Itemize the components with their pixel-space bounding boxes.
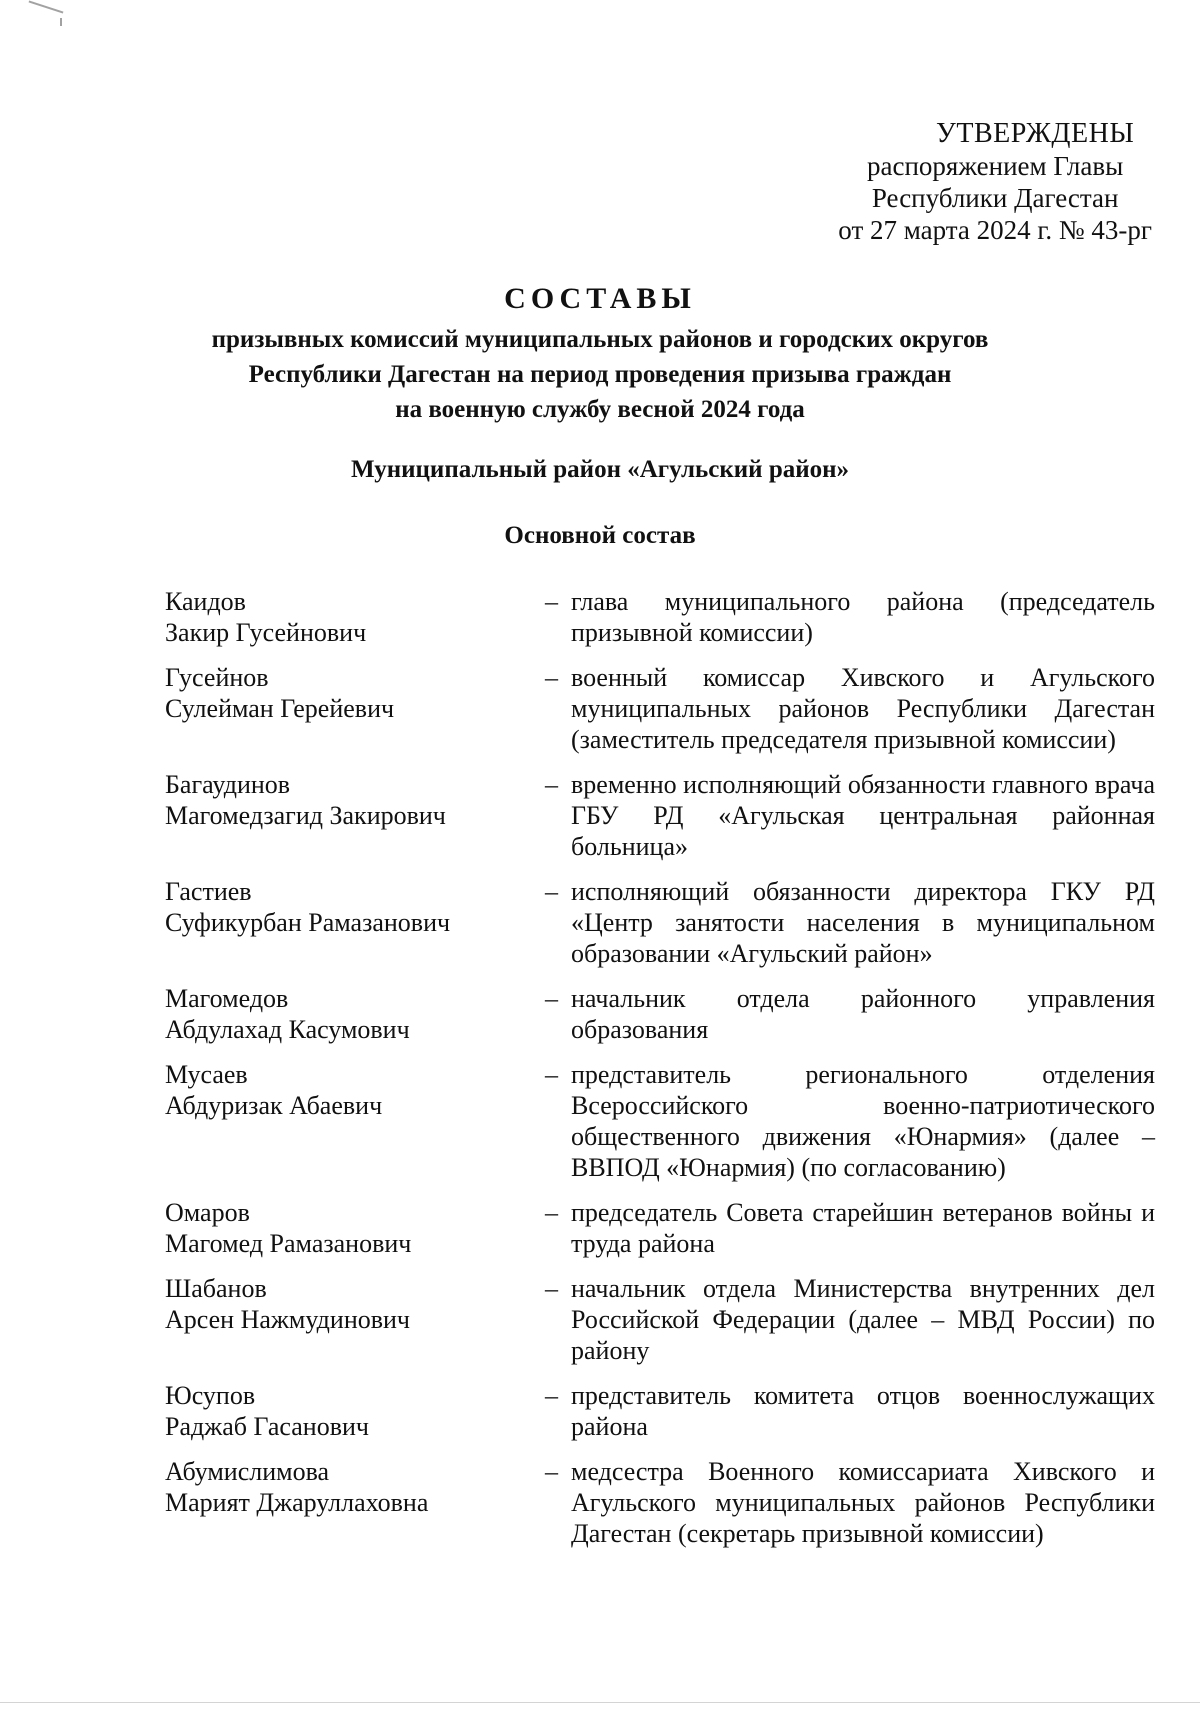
approval-line-3: от 27 марта 2024 г. № 43-рг xyxy=(838,215,1152,245)
member-given-name: Суфикурбан Рамазанович xyxy=(165,908,451,937)
member-surname: Шабанов xyxy=(165,1274,267,1303)
member-role: начальник отдела Министерства внутренних дел Российской Федерации (далее – МВД России) по району xyxy=(571,1274,1155,1365)
member-row xyxy=(165,1059,1155,1183)
dash: – xyxy=(545,770,558,799)
member-row xyxy=(165,1273,1155,1366)
member-name xyxy=(165,1273,545,1366)
approval-line-2: Республики Дагестан xyxy=(871,183,1119,213)
member-role: военный комиссар Хивского и Агульского муниципальных районов Республики Дагестан (заместитель председателя призывной комиссии) xyxy=(571,663,1155,754)
dash: – xyxy=(545,587,558,616)
approval-block xyxy=(838,118,1152,246)
member-role: глава муниципального района (председатель призывной комиссии) xyxy=(571,587,1155,647)
member-row xyxy=(165,1380,1155,1442)
member-surname: Абумислимова xyxy=(165,1457,330,1486)
member-role: председатель Совета старейшин ветеранов войны и труда района xyxy=(571,1198,1155,1258)
dash: – xyxy=(545,1060,558,1089)
scan-artifact xyxy=(60,18,62,26)
document-subtitle xyxy=(0,322,1200,427)
member-name xyxy=(165,769,545,862)
member-role: представитель регионального отделения Всероссийского военно-патриотического общественного движения «Юнармия» (далее – ВВПОД «Юнармия) (по согласованию) xyxy=(571,1060,1155,1182)
dash: – xyxy=(545,984,558,1013)
member-row xyxy=(165,586,1155,648)
district-heading: Муниципальный район «Агульский район» xyxy=(350,456,850,483)
member-row xyxy=(165,876,1155,969)
member-given-name: Абдулахад Касумович xyxy=(165,1015,410,1044)
subtitle-line-2: Республики Дагестан на период проведения призыва граждан xyxy=(248,361,952,388)
member-role: представитель комитета отцов военнослужащих района xyxy=(571,1381,1155,1441)
member-given-name: Раджаб Гасанович xyxy=(165,1412,369,1441)
member-row xyxy=(165,1456,1155,1549)
approval-line-1: распоряжением Главы xyxy=(867,151,1124,181)
member-surname: Магомедов xyxy=(165,984,289,1013)
dash: – xyxy=(545,877,558,906)
member-given-name: Абдуризак Абаевич xyxy=(165,1091,383,1120)
member-name xyxy=(165,586,545,648)
member-list xyxy=(165,586,1155,1563)
member-name xyxy=(165,1456,545,1549)
member-name xyxy=(165,662,545,755)
scan-artifact xyxy=(0,1702,1200,1703)
member-role: медсестра Военного комиссариата Хивского и Агульского муниципальных районов Республики Дагестан (секретарь призывной комиссии) xyxy=(571,1457,1155,1548)
member-row xyxy=(165,662,1155,755)
subtitle-line-3: на военную службу весной 2024 года xyxy=(395,396,805,423)
member-given-name: Магомед Рамазанович xyxy=(165,1229,412,1258)
member-surname: Багаудинов xyxy=(165,770,291,799)
member-surname: Гастиев xyxy=(165,877,252,906)
document-title: СОСТАВЫ xyxy=(504,282,696,315)
member-role: исполняющий обязанности директора ГКУ РД «Центр занятости населения в муниципальном образовании «Агульский район» xyxy=(571,877,1155,968)
dash: – xyxy=(545,1457,558,1486)
member-row xyxy=(165,769,1155,862)
scan-artifact xyxy=(29,0,64,13)
member-name xyxy=(165,1197,545,1259)
section-heading: Основной состав xyxy=(504,522,696,549)
subtitle-line-1: призывных комиссий муниципальных районов и городских округов xyxy=(211,326,989,353)
member-row xyxy=(165,1197,1155,1259)
member-surname: Каидов xyxy=(165,587,246,616)
dash: – xyxy=(545,1381,558,1410)
member-name xyxy=(165,876,545,969)
approval-title: УТВЕРЖДЕНЫ xyxy=(936,118,1135,149)
member-role: временно исполняющий обязанности главного врача ГБУ РД «Агульская центральная районная больница» xyxy=(571,770,1155,861)
dash: – xyxy=(545,663,558,692)
member-surname: Гусейнов xyxy=(165,663,269,692)
member-given-name: Арсен Нажмудинович xyxy=(165,1305,411,1334)
member-given-name: Закир Гусейнович xyxy=(165,618,367,647)
member-name xyxy=(165,983,545,1045)
dash: – xyxy=(545,1198,558,1227)
member-role: начальник отдела районного управления образования xyxy=(571,984,1155,1044)
member-surname: Омаров xyxy=(165,1198,250,1227)
member-surname: Юсупов xyxy=(165,1381,256,1410)
member-given-name: Магомедзагид Закирович xyxy=(165,801,446,830)
member-name xyxy=(165,1059,545,1183)
member-name xyxy=(165,1380,545,1442)
member-given-name: Марият Джаруллаховна xyxy=(165,1488,429,1517)
member-given-name: Сулейман Герейевич xyxy=(165,694,395,723)
dash: – xyxy=(545,1274,558,1303)
member-row xyxy=(165,983,1155,1045)
member-surname: Мусаев xyxy=(165,1060,248,1089)
